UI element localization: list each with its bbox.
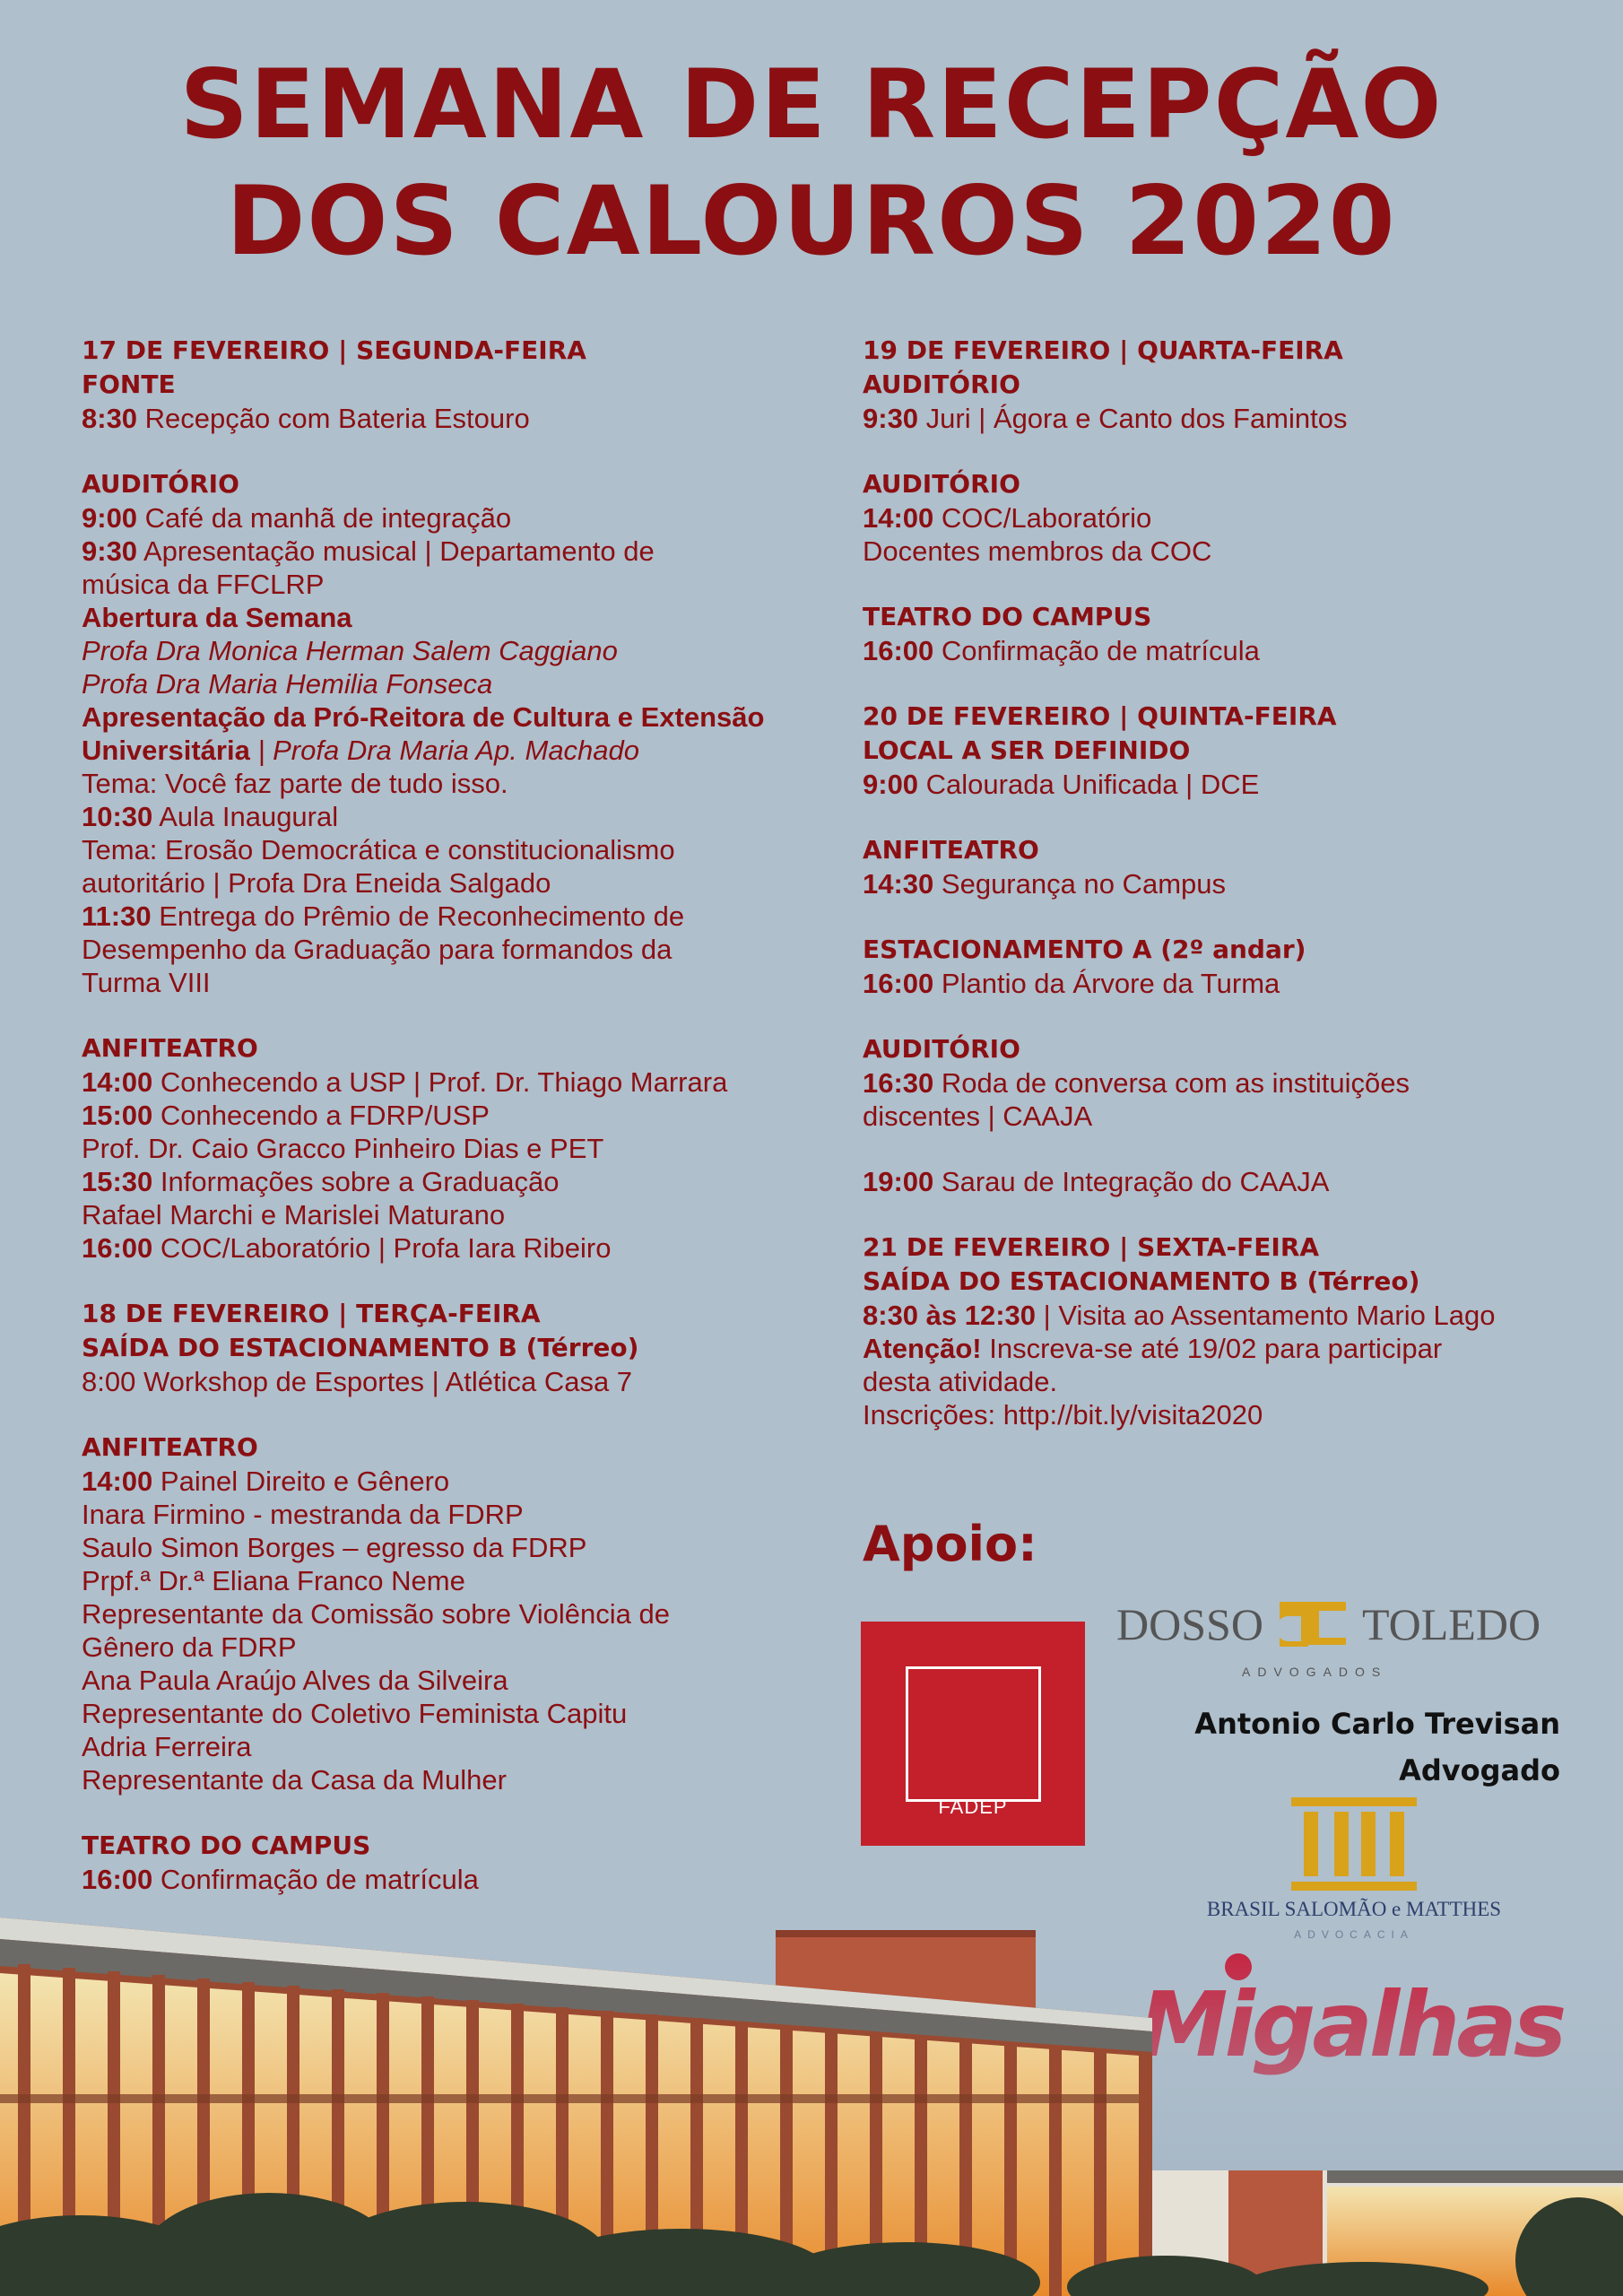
trevisan-logo — [1194, 1700, 1560, 1794]
panel-member: Saulo Simon Borges – egresso da FDRP — [82, 1532, 587, 1563]
event-line: 14:00 COC/Laboratório — [863, 502, 1152, 534]
location-a-definir: LOCAL A SER DEFINIDO — [863, 735, 1191, 765]
location-estacionamento-b: SAÍDA DO ESTACIONAMENTO B (Térreo) — [82, 1333, 639, 1362]
event-line: 16:00 Confirmação de matrícula — [863, 635, 1260, 666]
event-line: Rafael Marchi e Marislei Maturano — [82, 1199, 506, 1231]
panel-member: Representante do Coletivo Feminista Capitu — [82, 1698, 628, 1729]
attention-line: Atenção! Inscreva-se até 19/02 para participar — [863, 1333, 1443, 1364]
columns-icon — [1291, 1797, 1417, 1894]
event-line: 16:30 Roda de conversa com as instituições — [863, 1067, 1410, 1099]
event-line: 14:00 Painel Direito e Gênero — [82, 1465, 450, 1497]
speaker-line: Profa Dra Maria Hemilia Fonseca — [82, 668, 493, 700]
page-title — [0, 47, 1623, 280]
day-17-date: 17 DE FEVEREIRO | SEGUNDA-FEIRA — [82, 335, 586, 365]
event-line: 15:00 Conhecendo a FDRP/USP — [82, 1100, 490, 1131]
location-anfiteatro: ANFITEATRO — [863, 835, 1039, 865]
location-anfiteatro: ANFITEATRO — [82, 1432, 258, 1462]
location-auditorio: AUDITÓRIO — [82, 469, 239, 499]
dosso-toledo-logo — [1116, 1598, 1565, 1679]
location-fonte: FONTE — [82, 370, 176, 399]
dt-monogram-icon — [1280, 1600, 1346, 1647]
tema-line: autoritário | Profa Dra Eneida Salgado — [82, 867, 551, 899]
location-auditorio: AUDITÓRIO — [863, 1034, 1020, 1064]
fadep-logo-text: FADEP — [938, 1796, 1008, 1818]
event-line: 8:30 às 12:30 | Visita ao Assentamento Mario Lago — [863, 1300, 1496, 1331]
registration-link[interactable]: Inscrições: http://bit.ly/visita2020 — [863, 1399, 1263, 1431]
fadep-logo — [861, 1622, 1085, 1846]
event-line: 11:30 Entrega do Prêmio de Reconhecimento de — [82, 900, 685, 932]
speaker-line: Profa Dra Monica Herman Salem Caggiano — [82, 635, 618, 666]
event-line: 9:00 Calourada Unificada | DCE — [863, 769, 1260, 800]
title-line-2: DOS CALOUROS 2020 — [226, 166, 1397, 276]
location-estacionamento-a: ESTACIONAMENTO A (2º andar) — [863, 935, 1306, 964]
event-line: 8:00 Workshop de Esportes | Atlética Casa 7 — [82, 1366, 633, 1397]
panel-member: Adria Ferreira — [82, 1731, 252, 1762]
event-line: 19:00 Sarau de Integração do CAAJA — [863, 1166, 1330, 1197]
location-teatro: TEATRO DO CAMPUS — [863, 602, 1152, 631]
dosso-word: DOSSO — [1116, 1599, 1263, 1649]
day-20-date: 20 DE FEVEREIRO | QUINTA-FEIRA — [863, 701, 1337, 731]
event-line: 9:30 Juri | Ágora e Canto dos Famintos — [863, 403, 1348, 434]
location-auditorio: AUDITÓRIO — [863, 469, 1020, 499]
trevisan-name: Antonio Carlo Trevisan — [1194, 1707, 1560, 1741]
event-line: Docentes membros da COC — [863, 535, 1212, 567]
location-estacionamento-b: SAÍDA DO ESTACIONAMENTO B (Térreo) — [863, 1266, 1420, 1296]
abertura-heading: Abertura da Semana — [82, 602, 352, 633]
toledo-word: TOLEDO — [1362, 1599, 1541, 1649]
event-line: Prof. Dr. Caio Gracco Pinheiro Dias e PET — [82, 1133, 604, 1164]
event-line: 16:00 Plantio da Árvore da Turma — [863, 968, 1280, 999]
location-auditorio: AUDITÓRIO — [863, 370, 1020, 399]
event-line: 16:00 Confirmação de matrícula — [82, 1864, 479, 1895]
apresentacao-line: Apresentação da Pró-Reitora de Cultura e Extensão — [82, 701, 765, 733]
title-line-1: SEMANA DE RECEPÇÃO — [179, 49, 1444, 160]
tema-line: Tema: Você faz parte de tudo isso. — [82, 768, 508, 799]
location-teatro: TEATRO DO CAMPUS — [82, 1831, 371, 1860]
panel-member: Ana Paula Araújo Alves da Silveira — [82, 1665, 508, 1696]
event-line: Turma VIII — [82, 967, 211, 998]
panel-member: Inara Firmino - mestranda da FDRP — [82, 1499, 524, 1530]
dosso-subtitle: ADVOGADOS — [1242, 1665, 1388, 1679]
event-line: 14:00 Conhecendo a USP | Prof. Dr. Thiago Marrara — [82, 1066, 728, 1098]
schedule-left-column — [82, 334, 853, 1896]
attention-line: desta atividade. — [863, 1366, 1058, 1397]
tema-line: Tema: Erosão Democrática e constitucionalismo — [82, 834, 675, 865]
sponsors-heading: Apoio: — [863, 1516, 1037, 1572]
event-line: 14:30 Segurança no Campus — [863, 868, 1226, 900]
event-line: 8:30 Recepção com Bateria Estouro — [82, 403, 530, 434]
panel-member: Representante da Comissão sobre Violência de — [82, 1598, 670, 1630]
event-line: 9:30 Apresentação musical | Departamento de — [82, 535, 655, 567]
event-line: Desempenho da Graduação para formandos da — [82, 934, 673, 965]
apresentacao-line: Universitária | Profa Dra Maria Ap. Machado — [82, 735, 640, 766]
day-19-date: 19 DE FEVEREIRO | QUARTA-FEIRA — [863, 335, 1343, 365]
event-line: discentes | CAAJA — [863, 1100, 1093, 1132]
event-line: música da FFCLRP — [82, 569, 325, 600]
location-anfiteatro: ANFITEATRO — [82, 1033, 258, 1063]
day-18-date: 18 DE FEVEREIRO | TERÇA-FEIRA — [82, 1299, 541, 1328]
day-21-date: 21 DE FEVEREIRO | SEXTA-FEIRA — [863, 1232, 1320, 1262]
event-line: 16:00 COC/Laboratório | Profa Iara Ribeiro — [82, 1232, 612, 1264]
schedule-right-column — [863, 334, 1598, 1431]
panel-member: Gênero da FDRP — [82, 1631, 297, 1663]
panel-member: Prpf.ª Dr.ª Eliana Franco Neme — [82, 1565, 465, 1596]
panel-member: Representante da Casa da Mulher — [82, 1764, 507, 1796]
event-line: 9:00 Café da manhã de integração — [82, 502, 512, 534]
trevisan-subtitle: Advogado — [1399, 1753, 1560, 1787]
event-line: 15:30 Informações sobre a Graduação — [82, 1166, 560, 1197]
campus-building-image — [0, 1901, 1623, 2296]
event-line: 10:30 Aula Inaugural — [82, 801, 339, 832]
